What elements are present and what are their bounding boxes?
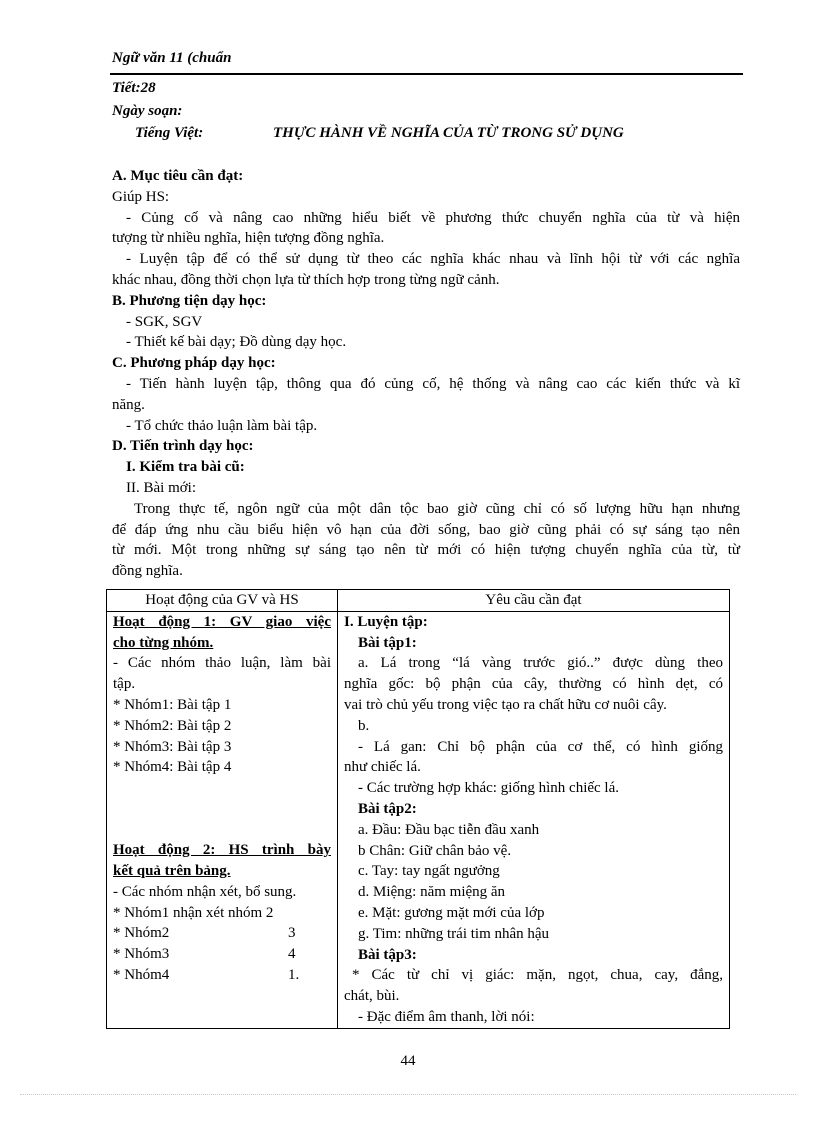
section-a-item2-line1: - Luyện tập để có thể sử dụng từ theo các nghĩa khác nhau và lĩnh hội từ với các nghĩa	[126, 251, 740, 268]
exercise1-line5: - Lá gan: Chỉ bộ phận của cơ thể, có hình giống	[358, 738, 723, 755]
practice-heading: I. Luyện tập:	[344, 613, 428, 630]
intro-line2: để đáp ứng nhu cầu biểu hiện vô hạn của đời sống, bao giờ cũng phải có sự sáng tạo nên	[112, 521, 740, 538]
exercise1-line6: như chiếc lá.	[344, 759, 421, 776]
table-header-requirements: Yêu cầu cần đạt	[338, 590, 730, 612]
date-label: Ngày soạn:	[112, 103, 183, 119]
activity2-heading-line2: kết quả trên bảng.	[113, 862, 231, 879]
exercise3-line1: * Các từ chỉ vị giác: mặn, ngọt, chua, cay, đắng,	[352, 967, 723, 984]
subject-label: Tiếng Việt:	[135, 125, 204, 141]
section-a-intro: Giúp HS:	[112, 188, 170, 205]
exercise1-line2: nghĩa gốc: bộ phận của cây, thường có hình dẹt, có	[344, 676, 723, 693]
section-d-heading: D. Tiến trình dạy học:	[112, 438, 254, 455]
section-c-item1-line2: năng.	[112, 396, 145, 413]
table-header-activities: Hoạt động của GV và HS	[107, 590, 338, 612]
activity2-heading-line1: Hoạt động 2: HS trình bày	[113, 842, 331, 859]
group-label: * Nhóm3	[113, 946, 170, 963]
section-a-item1-line2: tượng từ nhiều nghĩa, hiện tượng đồng nghĩa.	[112, 230, 385, 247]
exercise3-line2: chát, bùi.	[344, 988, 400, 1005]
exercise1-line1: a. Lá trong “lá vàng trước gió..” được dùng theo	[358, 655, 723, 672]
header-rule	[110, 73, 743, 75]
exercise1-heading: Bài tập1:	[358, 634, 417, 651]
section-b-heading: B. Phương tiện dạy học:	[112, 292, 267, 309]
section-c-item1-line1: - Tiến hành luyện tập, thông qua đó củng cố, hệ thống và nâng cao các kiến thức và kĩ	[126, 375, 740, 392]
activity1-heading-line2: cho từng nhóm.	[113, 634, 214, 651]
exercise2-line2: b Chân: Giữ chân bảo vệ.	[358, 842, 512, 859]
activity1-line1: - Các nhóm thảo luận, làm bài	[113, 655, 331, 672]
section-c-item2: - Tổ chức thảo luận làm bài tập.	[126, 417, 318, 434]
group-label: * Nhóm2	[113, 925, 170, 942]
group-label: * Nhóm4	[113, 966, 170, 983]
activity2-row-group3	[113, 944, 331, 965]
section-c-heading: C. Phương pháp dạy học:	[112, 355, 276, 372]
section-a-item1-line1: - Củng cố và nâng cao những hiểu biết về phương thức chuyển nghĩa của từ và hiện	[126, 209, 740, 226]
spacer	[113, 778, 331, 840]
footer-dotted-rule	[20, 1094, 796, 1095]
group3-task: * Nhóm3: Bài tập 3	[113, 738, 232, 755]
requirements-cell	[338, 611, 730, 1028]
body-text	[112, 166, 740, 582]
section-b-item1: - SGK, SGV	[126, 313, 203, 330]
intro-line3: từ mới. Một trong những sự sáng tạo nên từ mới có hiện tượng chuyển nghĩa của từ, từ	[112, 542, 740, 559]
activity1-line2: tập.	[113, 676, 136, 693]
activities-cell	[107, 611, 338, 1028]
group4-task: * Nhóm4: Bài tập 4	[113, 759, 232, 776]
lesson-title: THỰC HÀNH VỀ NGHĨA CỦA TỪ TRONG SỬ DỤNG	[273, 125, 624, 141]
page-number: 44	[400, 1053, 416, 1069]
exercise2-line1: a. Đầu: Đầu bạc tiễn đầu xanh	[358, 821, 540, 838]
exercise2-line4: d. Miệng: năm miệng ăn	[358, 884, 506, 901]
exercise2-line5: e. Mặt: gương mặt mới của lớp	[358, 904, 545, 921]
exercise1-line4: b.	[358, 717, 370, 734]
activity2-row-group4	[113, 965, 331, 986]
group1-task: * Nhóm1: Bài tập 1	[113, 696, 232, 713]
exercise2-line6: g. Tim: những trái tim nhân hậu	[358, 925, 550, 942]
activity2-line2: * Nhóm1 nhận xét nhóm 2	[113, 904, 274, 921]
exercise1-line3: vai trò chủ yếu trong việc tạo ra chất hữu cơ nuôi cây.	[344, 696, 667, 713]
activity2-row-group2	[113, 923, 331, 944]
activity1-heading-line1: Hoạt động 1: GV giao việc	[113, 613, 331, 630]
exercise3-heading: Bài tập3:	[358, 946, 417, 963]
exercise3-line3: - Đặc điểm âm thanh, lời nói:	[358, 1008, 535, 1025]
section-a-item2-line2: khác nhau, đồng thời chọn lựa từ thích hợp trong từng ngữ cảnh.	[112, 271, 500, 288]
group-target: 1.	[288, 966, 300, 983]
section-a-heading: A. Mục tiêu cần đạt:	[112, 168, 244, 184]
running-header: Ngữ văn 11 (chuẩn	[112, 50, 232, 66]
group-target: 4	[288, 946, 296, 963]
section-d-sub2: II. Bài mới:	[126, 479, 197, 496]
period-label: Tiết:28	[112, 80, 156, 96]
activity-table	[106, 589, 730, 1029]
intro-line4: đồng nghĩa.	[112, 563, 183, 580]
intro-line1: Trong thực tế, ngôn ngữ của một dân tộc bao giờ cũng chỉ có số lượng hữu hạn nhưng	[134, 500, 740, 517]
exercise2-line3: c. Tay: tay ngất ngưởng	[358, 863, 500, 880]
exercise1-line7: - Các trường hợp khác: giống hình chiếc lá.	[358, 780, 620, 797]
activity2-line1: - Các nhóm nhận xét, bổ sung.	[113, 883, 297, 900]
exercise2-heading: Bài tập2:	[358, 800, 417, 817]
section-d-sub1: I. Kiểm tra bài cũ:	[126, 459, 245, 476]
section-b-item2: - Thiết kế bài dạy; Đồ dùng dạy học.	[126, 334, 347, 351]
group2-task: * Nhóm2: Bài tập 2	[113, 717, 232, 734]
group-target: 3	[288, 925, 296, 942]
